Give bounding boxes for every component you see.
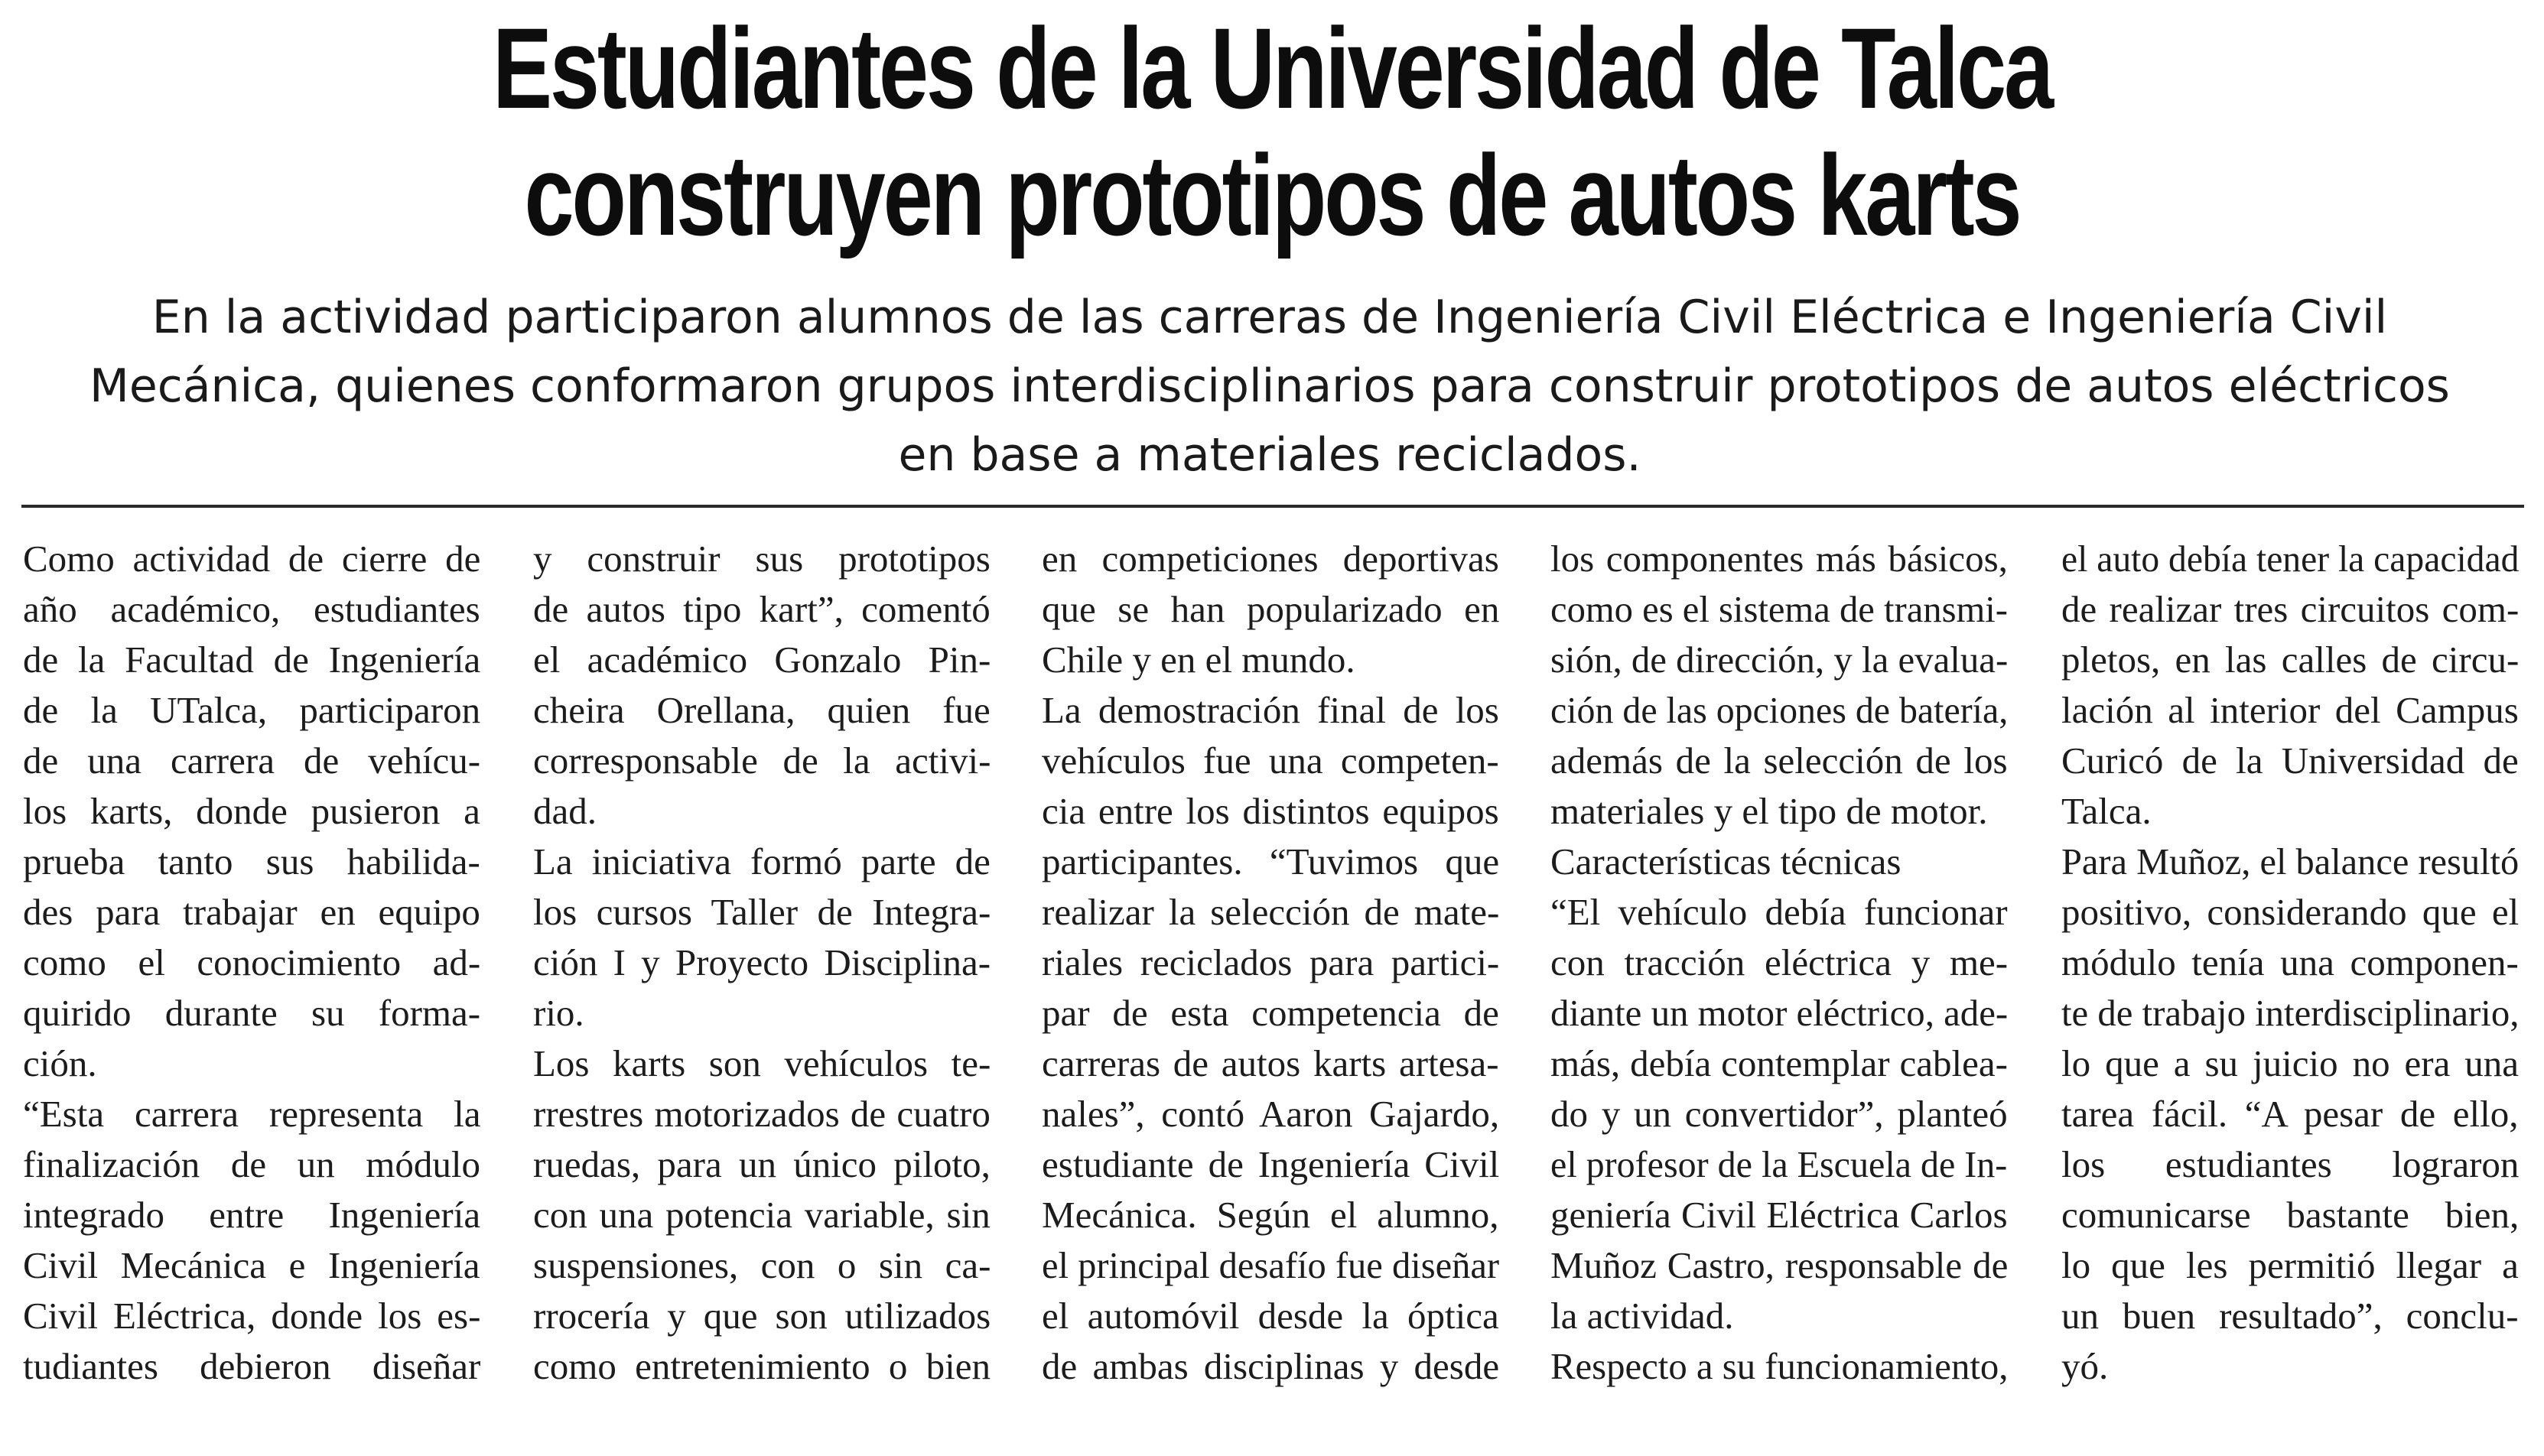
column-text-line: ruedas, para un único piloto,	[533, 1143, 991, 1185]
column-text-line: par de esta competencia de	[1042, 992, 1499, 1034]
column-text-line: Talca.	[2061, 790, 2152, 832]
column-text-line: que se han popularizado en	[1042, 588, 1500, 630]
column-text-line: Civil Mecánica e Ingeniería	[23, 1244, 480, 1286]
column-text-line: año académico, estudiantes	[23, 588, 480, 630]
article-column-3	[1042, 534, 1499, 1392]
column-text-line: el académico Gonzalo Pin-	[533, 639, 991, 681]
column-text-line: más, debía contemplar cablea-	[1550, 1042, 2008, 1084]
column-text-line: integrado entre Ingeniería	[23, 1194, 481, 1236]
subhead-line-3: en base a materiales reciclados.	[898, 428, 1641, 482]
column-text-line: los karts, donde pusieron a	[23, 790, 480, 832]
column-text-line: con una potencia variable, sin	[533, 1194, 991, 1236]
column-text-line: prueba tanto sus habilida-	[23, 840, 480, 882]
column-text-line: ción I y Proyecto Disciplina-	[533, 941, 991, 983]
article-subheadline	[46, 283, 2494, 489]
column-text-line: rrestres motorizados de cuatro	[533, 1093, 991, 1135]
column-text-line: el auto debía tener la capacidad	[2061, 538, 2520, 580]
column-text-line: de realizar tres circuitos com-	[2061, 588, 2520, 630]
column-text-line: Como actividad de cierre de	[23, 538, 481, 580]
column-text-line: “Esta carrera representa la	[23, 1093, 481, 1135]
section-divider	[21, 505, 2524, 508]
column-text-line: suspensiones, con o sin ca-	[533, 1244, 991, 1286]
column-text-line: los componentes más básicos,	[1550, 538, 2008, 580]
column-text-line: los cursos Taller de Integra-	[533, 891, 991, 933]
column-text-line: Muñoz Castro, responsable de	[1550, 1244, 2009, 1286]
column-text-line: Características técnicas	[1550, 840, 1901, 882]
column-text-line: La iniciativa formó parte de	[533, 840, 991, 882]
column-text-line: lo que les permitió llegar a	[2061, 1244, 2519, 1286]
column-text-line: Para Muñoz, el balance resultó	[2061, 840, 2520, 882]
column-text-line: sión, de dirección, y la evalua-	[1550, 639, 2009, 681]
column-text-line: finalización de un módulo	[23, 1143, 480, 1185]
column-text-line: como el conocimiento ad-	[23, 941, 481, 983]
column-text-line: y construir sus prototipos	[533, 538, 991, 580]
column-text-line: diante un motor eléctrico, ade-	[1550, 992, 2009, 1034]
column-text-line: dad.	[533, 790, 597, 832]
column-text-line: ción.	[23, 1042, 97, 1084]
column-text-line: el automóvil desde la óptica	[1042, 1295, 1499, 1337]
subhead-line-2: Mecánica, quienes conformaron grupos interdisciplinarios para construir prototipos de autos eléctricos	[89, 359, 2450, 413]
headline-line-1: Estudiantes de la Universidad de Talca	[492, 4, 2051, 132]
column-text-line: Los karts son vehículos te-	[533, 1042, 991, 1084]
column-text-line: la actividad.	[1550, 1295, 1734, 1337]
column-text-line: do y un convertidor”, planteó	[1550, 1093, 2008, 1135]
column-text-line: rrocería y que son utilizados	[533, 1295, 991, 1337]
column-text-line: de la Facultad de Ingeniería	[23, 639, 481, 681]
column-text-line: vehículos fue una competen-	[1042, 739, 1499, 782]
column-text-line: geniería Civil Eléctrica Carlos	[1550, 1194, 2008, 1236]
column-text-line: el profesor de la Escuela de In-	[1550, 1143, 2008, 1185]
subhead-line-1: En la actividad participaron alumnos de las carreras de Ingeniería Civil Eléctrica e Ingeniería Civil	[151, 291, 2388, 344]
column-text-line: módulo tenía una componen-	[2061, 941, 2519, 983]
column-text-line: tudiantes debieron diseñar	[23, 1345, 481, 1387]
column-text-line: en competiciones deportivas	[1042, 538, 1499, 580]
column-text-line: comunicarse bastante bien,	[2061, 1194, 2520, 1236]
column-text-line: Mecánica. Según el alumno,	[1042, 1194, 1499, 1236]
column-text-line: Chile y en el mundo.	[1042, 639, 1355, 681]
column-text-line: riales reciclados para partici-	[1042, 941, 1500, 983]
column-text-line: de la UTalca, participaron	[23, 689, 481, 731]
column-text-line: con tracción eléctrica y me-	[1550, 941, 2009, 983]
column-text-line: Civil Eléctrica, donde los es-	[23, 1295, 481, 1337]
column-text-line: un buen resultado”, conclu-	[2061, 1295, 2519, 1337]
headline-line-2: construyen prototipos de autos karts	[524, 131, 2020, 259]
column-text-line: materiales y el tipo de motor.	[1550, 790, 1988, 832]
column-text-line: estudiante de Ingeniería Civil	[1042, 1143, 1500, 1185]
column-text-line: realizar la selección de mate-	[1042, 891, 1500, 933]
column-text-line: pletos, en las calles de circu-	[2061, 639, 2520, 681]
column-text-line: de una carrera de vehícu-	[23, 739, 481, 782]
column-text-line: de autos tipo kart”, comentó	[533, 588, 991, 630]
column-text-line: los estudiantes lograron	[2061, 1143, 2520, 1185]
column-text-line: participantes. “Tuvimos que	[1042, 840, 1500, 882]
column-text-line: nales”, contó Aaron Gajardo,	[1042, 1093, 1500, 1135]
column-text-line: “El vehículo debía funcionar	[1550, 891, 2008, 933]
column-text-line: rio.	[533, 992, 584, 1034]
article-column-5	[2061, 534, 2519, 1392]
column-text-line: yó.	[2061, 1345, 2109, 1387]
column-text-line: cheira Orellana, quien fue	[533, 689, 991, 731]
article-column-2	[533, 534, 991, 1392]
column-text-line: te de trabajo interdisciplinario,	[2061, 992, 2520, 1034]
article-column-1	[23, 534, 480, 1392]
column-text-line: de ambas disciplinas y desde	[1042, 1345, 1500, 1387]
column-text-line: corresponsable de la activi-	[533, 739, 991, 782]
column-text-line: lo que a su juicio no era una	[2061, 1042, 2520, 1084]
article-headline	[280, 5, 2264, 258]
column-text-line: carreras de autos karts artesa-	[1042, 1042, 1499, 1084]
column-text-line: positivo, considerando que el	[2061, 891, 2520, 933]
column-text-line: ción de las opciones de batería,	[1550, 689, 2009, 731]
column-text-line: La demostración final de los	[1042, 689, 1499, 731]
column-text-line: como es el sistema de transmi-	[1550, 588, 2008, 630]
column-text-line: des para trabajar en equipo	[23, 891, 480, 933]
column-text-line: además de la selección de los	[1550, 739, 2008, 782]
column-text-line: lación al interior del Campus	[2061, 689, 2519, 731]
column-text-line: Respecto a su funcionamiento,	[1550, 1345, 2009, 1387]
column-text-line: cia entre los distintos equipos	[1042, 790, 1499, 832]
column-text-line: como entretenimiento o bien	[533, 1345, 991, 1387]
column-text-line: tarea fácil. “A pesar de ello,	[2061, 1093, 2519, 1135]
column-text-line: Curicó de la Universidad de	[2061, 739, 2519, 782]
column-text-line: quirido durante su forma-	[23, 992, 481, 1034]
column-text-line: el principal desafío fue diseñar	[1042, 1244, 1500, 1286]
article-column-4	[1550, 534, 2008, 1392]
